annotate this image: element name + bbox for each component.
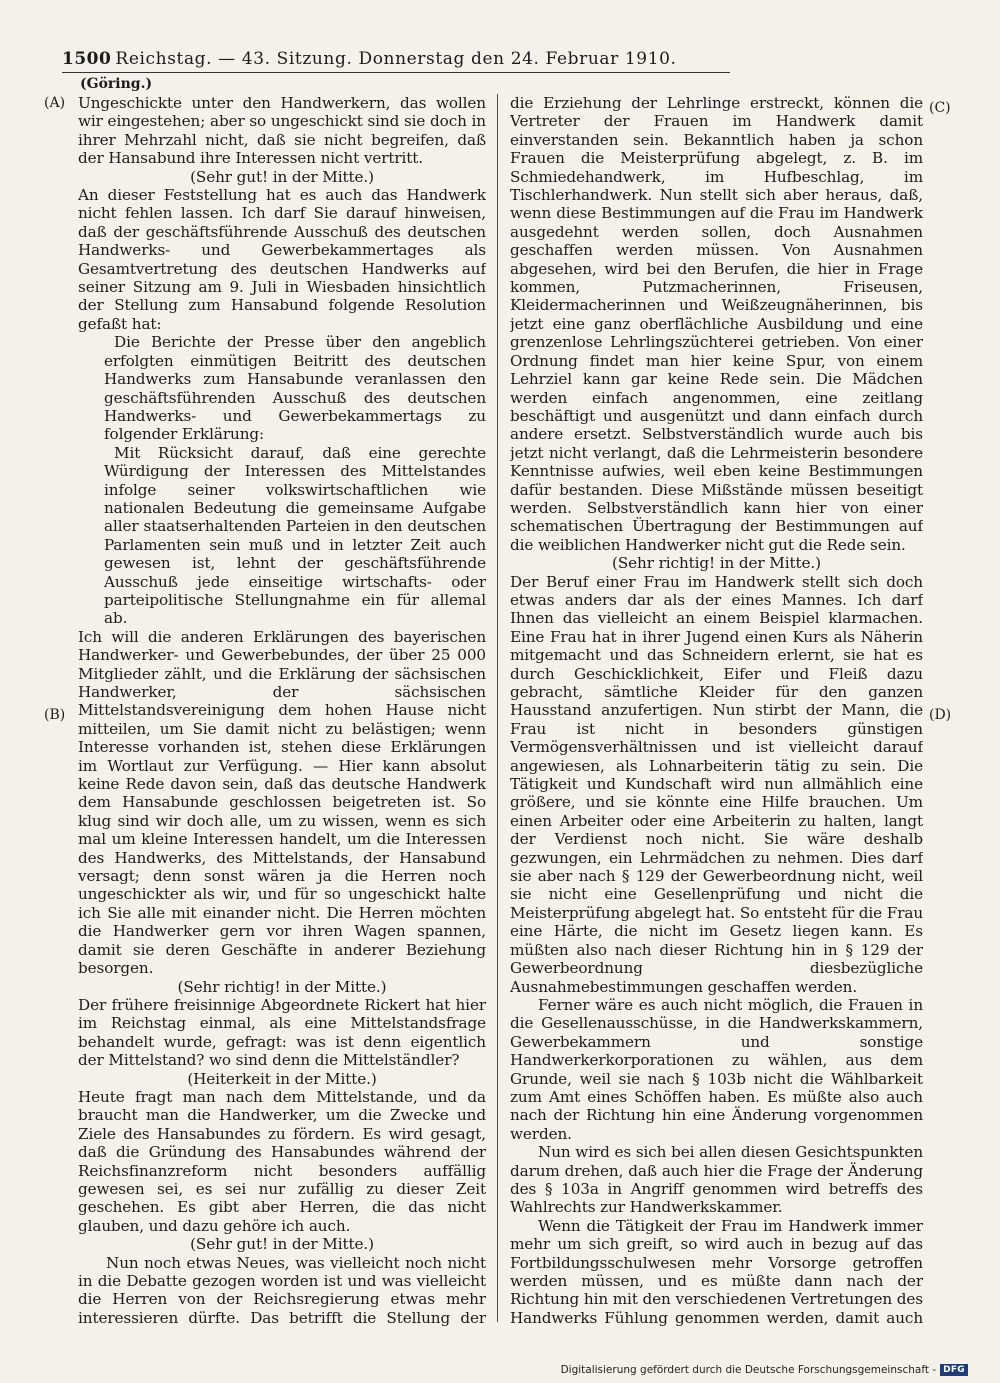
paragraph: Nun wird es sich bei allen diesen Gesichtspunkten darum drehen, daß auch hier die Frage der Änderung des § 103a in Angriff genommen wird betreffs des Wahlrechts zur Handwerkskammer. bbox=[510, 1143, 923, 1217]
page-header bbox=[62, 46, 730, 73]
column-divider bbox=[497, 94, 498, 1322]
paragraph: Ferner wäre es auch nicht möglich, die Frauen in die Gesellenausschüsse, in die Handwerkskammern, Gewerbekammern und sonstige Handwerkerkorporationen zu wählen, aus dem Grunde, weil sie nach § 103b nicht die Wählbarkeit zum Amt eines Schöffen haben. Es müßte also auch nach der Richtung hin eine Änderung vorgenommen werden. bbox=[510, 995, 923, 1143]
paragraph: Die Berichte der Presse über den angeblich erfolgten einmütigen Beitritt des deutschen Handwerks zum Hansabunde veranlassen den geschäftsführenden Ausschuß des deutschen Handwerks- und Gewerbekammertags zu folgender Erklärung: bbox=[104, 333, 486, 444]
margin-marker-b: (B) bbox=[44, 707, 66, 723]
speaker-name: (Göring.) bbox=[80, 76, 153, 92]
paragraph: An dieser Feststellung hat es auch das Handwerk nicht fehlen lassen. Ich darf Sie darauf hinweisen, daß der geschäftsführende Ausschuß des deutschen Handwerks- und Gewerbekammertages als Gesamtvertretung des deutschen Handwerks auf seiner Sitzung am 9. Juli in Wiesbaden hinsichtlich der Stellung zum Hansabund folgende Resolution gefaßt hat: bbox=[78, 186, 486, 333]
dfg-logo: DFG bbox=[940, 1364, 968, 1376]
page-number: 1500 bbox=[62, 49, 112, 69]
margin-marker-d: (D) bbox=[929, 707, 952, 723]
paragraph: Wenn die Tätigkeit der Frau im Handwerk immer mehr um sich greift, so wird auch in bezug auf das Fortbildungsschulwesen mehr Vorsorge getroffen werden müssen, und es müßte dann nach der Richtung hin mit den verschiedenen Vertretungen des Handwerks Fühlung genommen werden, damit auch bbox=[510, 1216, 923, 1326]
margin-marker-c: (C) bbox=[929, 100, 951, 116]
paragraph: Nun noch etwas Neues, was vielleicht noch nicht in die Debatte gezogen worden ist und was vielleicht die Herren von der Reichsregierung etwas mehr interessieren dürfte. Das betrifft die Stellung der bbox=[78, 1253, 486, 1326]
paragraph: die Erziehung der Lehrlinge erstreckt, können die Vertreter der Frauen im Handwerk damit einverstanden sein. Bekanntlich haben ja schon Frauen die Meisterprüfung abgelegt, z. B. im Schmiedehandwerk, im Hufbeschlag, im Tischlerhandwerk. Nun stellt sich aber heraus, daß, wenn diese Bestimmungen auf die Frau im Handwerk ausgedehnt werden sollen, doch Ausnahmen geschaffen werden müssen. Von Ausnahmen abgesehen, wird bei den Berufen, die hier in Frage kommen, Putzmacherinnen, Friseusen, Kleidermacherinnen und Weißzeugnäherinnen, bis jetzt eine ganz oberflächliche Ausbildung und eine grenzenlose Lehrlingszüchterei getrieben. Von einer Ordnung findet man hier keine Spur, von einem Lehrziel kann gar keine Rede sein. Die Mädchen werden einfach angenommen, eine zeitlang beschäftigt und ausgenützt und dann einfach durch andere ersetzt. Selbstverständlich wurde auch bis jetzt nicht verlangt, daß die Lehrmeisterin besondere Kenntnisse aufwies, weil eben keine Bestimmungen dafür bestanden. Diese Mißstände müssen beseitigt werden. Selbstverständlich kann hier von einer schematischen Übertragung der Bestimmungen auf die weiblichen Handwerker nicht gut die Rede sein. bbox=[510, 94, 923, 554]
paragraph: Ich will die anderen Erklärungen des bayerischen Handwerker- und Gewerbebundes, der über 25 000 Mitglieder zählt, und die Erklärung der sächsischen Handwerker, der sächsischen Mittelstandsvereinigung dem hohen Hause nicht mitteilen, um Sie damit nicht zu belästigen; wenn Interesse vorhanden ist, stehen diese Erklärungen im Wortlaut zur Verfügung. — Hier kann absolut keine Rede davon sein, daß das deutsche Handwerk dem Hansabunde geschlossen beigetreten ist. So klug sind wir doch alle, um zu wissen, wenn es sich mal um kleine Interessen handelt, um die Interessen des Handwerks, des Mittelstands, der Hansabund versagt; denn sonst wären ja die Herren noch ungeschickter als wir, und für so ungeschickt halte ich Sie alle mit einander nicht. Die Herren möchten die Handwerker gern vor ihren Wagen spannen, damit sie deren Geschäfte in anderer Beziehung besorgen. bbox=[78, 627, 486, 978]
interjection: (Sehr gut! in der Mitte.) bbox=[190, 167, 374, 186]
interjection: (Heiterkeit in der Mitte.) bbox=[187, 1069, 377, 1088]
paragraph: Mit Rücksicht darauf, daß eine gerechte Würdigung der Interessen des Mittelstandes infolge seiner volkswirtschaftlichen wie nationalen Bedeutung die gemeinsame Aufgabe aller staatserhaltenden Parteien in den deutschen Parlamenten sein muß und in letzter Zeit auch gewesen ist, lehnt der geschäftsführende Ausschuß jede einseitige wirtschafts- oder parteipolitische Stellungnahme ein für allemal ab. bbox=[104, 443, 486, 628]
interjection: (Sehr richtig! in der Mitte.) bbox=[177, 977, 387, 996]
running-head: Reichstag. — 43. Sitzung. Donnerstag den 24. Februar 1910. bbox=[115, 49, 677, 69]
right-column bbox=[510, 94, 923, 1326]
paragraph: Der Beruf einer Frau im Handwerk stellt sich doch etwas anders dar als der eines Mannes. Ich darf Ihnen das vielleicht an einem Beispiel klarmachen. Eine Frau hat in ihrer Jugend einen Kurs als Näherin mitgemacht und das Schneidern erlernt, sie hat es durch Geschicklichkeit, Eifer und Fleiß dazu gebracht, sämtliche Kleider für den ganzen Hausstand anzufertigen. Nun stirbt der Mann, die Frau ist nicht in besonders günstigen Vermögensverhältnissen und ist vielleicht darauf angewiesen, als Lohnarbeiterin tätig zu sein. Die Tätigkeit und Kundschaft wird nun allmählich eine größere, und sie könnte eine Hilfe brauchen. Um einen Arbeiter oder eine Arbeiterin zu halten, langt der Verdienst noch nicht. Sie wäre deshalb gezwungen, ein Lehrmädchen zu nehmen. Dies darf sie aber nach § 129 der Gewerbeordnung nicht, weil sie nicht eine Gesellenprüfung und nicht die Meisterprüfung abgelegt hat. So entsteht für die Frau eine Härte, die nicht im Gesetz liegen kann. Es müßten also nach dieser Richtung hin in § 129 der Gewerbeordnung diesbezügliche Ausnahmebestimmungen geschaffen werden. bbox=[510, 572, 923, 996]
footer-credit: Digitalisierung gefördert durch die Deutsche Forschungsgemeinschaft - bbox=[560, 1364, 937, 1376]
left-column bbox=[78, 94, 486, 1326]
margin-marker-a: (A) bbox=[44, 95, 66, 111]
paragraph: Der frühere freisinnige Abgeordnete Rickert hat hier im Reichstag einmal, als eine Mittelstandsfrage behandelt wurde, gefragt: was ist denn eigentlich der Mittelstand? wo sind denn die Mittelständler? bbox=[78, 995, 486, 1070]
paragraph: Ungeschickte unter den Handwerkern, das wollen wir eingestehen; aber so ungeschickt sind sie doch in ihrer Mehrzahl nicht, daß sie nicht begreifen, daß der Hansabund ihre Interessen nicht vertritt. bbox=[78, 94, 486, 168]
paragraph: Heute fragt man nach dem Mittelstande, und da braucht man die Handwerker, um die Zwecke und Ziele des Hansabundes zu fördern. Es wird gesagt, daß die Gründung des Hansabundes während der Reichsfinanzreform nicht besonders auffällig gewesen sei, es sei nur zufällig zu dieser Zeit geschehen. Es gibt aber Herren, die das nicht glauben, und dazu gehöre ich auch. bbox=[78, 1087, 486, 1235]
page-footer bbox=[561, 1364, 968, 1376]
interjection: (Sehr gut! in der Mitte.) bbox=[190, 1235, 374, 1254]
interjection: (Sehr richtig! in der Mitte.) bbox=[612, 554, 821, 573]
